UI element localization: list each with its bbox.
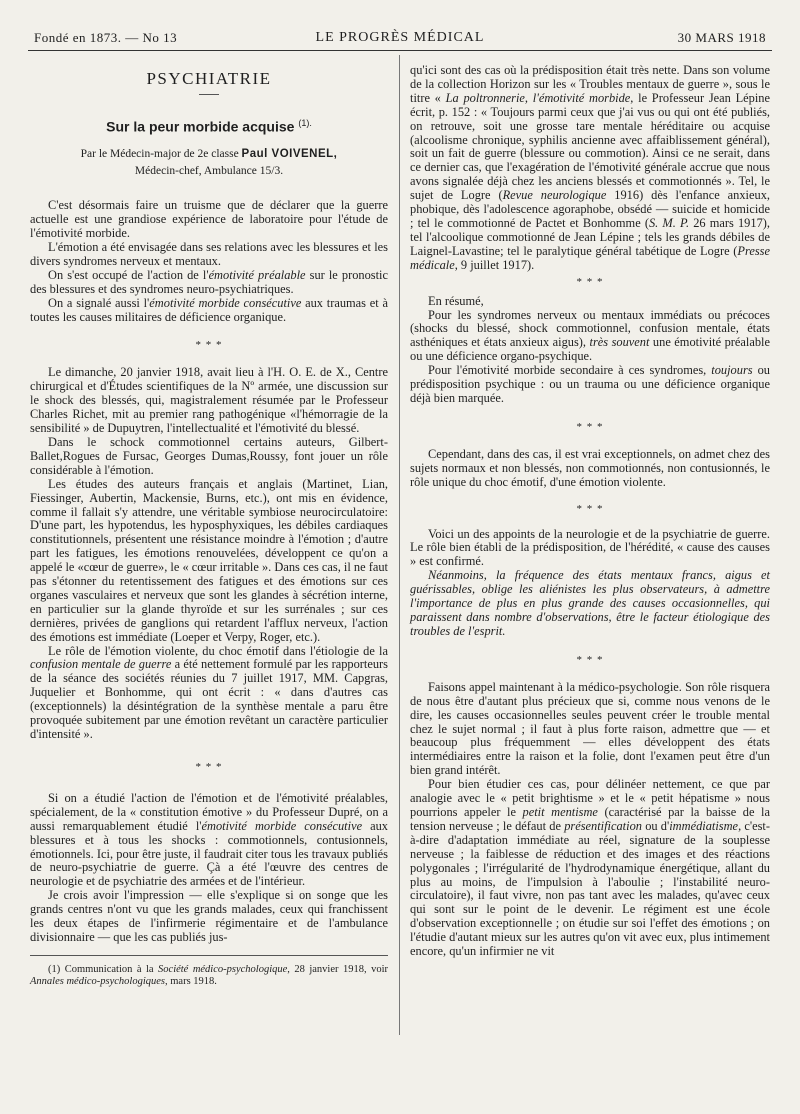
- asterism: * * *: [576, 653, 604, 666]
- article-title: [30, 117, 388, 135]
- paragraph: On a signalé aussi l'émotivité morbide consécutive aux traumas et à toutes les causes militaires de déficience organique.: [30, 295, 388, 324]
- paragraph: Si on a étudié l'action de l'émotion et de l'émotivité préalables, spécialement, de la « constitution émotive » du Professeur Dupré, on a aussi remarquablement étudié l'émotivité morbide consécutive aux blessures et à tous les shocks : commotionnels, contusionnels, émotionnels. Ici, pour être juste, il faudrait citer tous les travaux publiés de neuro-psychiatrie de guerre. Çà a été l'œuvre des centres de neurologie et de psychiatrie des armées et de l'intérieur.: [30, 790, 388, 889]
- asterism: * * *: [576, 275, 604, 288]
- section-title: PSYCHIATRIE: [146, 69, 272, 88]
- asterism: * * *: [576, 420, 604, 433]
- paragraph: En résumé,: [428, 293, 484, 308]
- byline-affiliation: Médecin-chef, Ambulance 15/3.: [134, 165, 284, 178]
- paragraph: Cependant, dans des cas, il est vrai exceptionnels, on admet chez des sujets normaux et non blessés, non commotionnés, non contusionnés, le rôle unique du choc émotif, d'une émotion violente.: [410, 446, 770, 489]
- byline-prefix: Par le Médecin-major de 2e classe: [80, 148, 239, 161]
- paragraph: Je crois avoir l'impression — elle s'explique si on songe que les grands centres n'ont vu que les grands malades, ceux qui franchissent les deux étapes de l'infirmerie régimentaire et de l'ambulance divisionnaire — que les cas publiés jus-: [30, 888, 388, 944]
- paragraph: Pour bien étudier ces cas, pour délinéer nettement, ce que par analogie avec le « petit brightisme » et le « petit hépatisme » nous pourrions appeler le petit mentisme (caractérisé par la baisse de la tension nerveuse ; le défaut de présentification ou d'immédiatisme, c'est-à-dire d'adaptation immédiate au réel, signature de la souplesse nerveuse ; la faiblesse de réduction et des images et des réactions polygonales ; l'irrégularité de l'hydrodynamique énergétique, allant du plus au moins, de l'impulsion à l'aboulie ; l'instabilité neuro-circulatoire), il faut vivre, non pas tant avec les malades, qu'avec ceux qui sont sur le point de le devenir. Le régiment est une école d'observation exceptionnelle ; on étudie sur soi l'effet des émotions ; on l'étudie d'autant mieux sur les autres qu'on vit avec eux, plus intimement encore, qu'un infirmier ne vit: [410, 777, 771, 959]
- author-name: Paul VOIVENEL,: [241, 148, 338, 161]
- article-title-text: Sur la peur morbide acquise: [106, 118, 295, 135]
- footnote: (1) Communication à la Société médico-psychologique, 28 janvier 1918, voir Annales médico-psychologiques, mars 1918.: [30, 963, 388, 987]
- paragraph: Dans le schock commotionnel certains auteurs, Gilbert-Ballet,Rogues de Fursac, Georges Dumas,Roussy, font jouer un rôle considérable à l'émotion.: [30, 434, 388, 477]
- paragraph: Néanmoins, la fréquence des états mentaux francs, aigus et guérissables, oblige les aliénistes les plus observateurs, à admettre l'importance de plus en plus grande des causes occasionnelles, qui paraissent dans nombre d'observations, être le facteur étiologique des troubles de l'esprit.: [410, 568, 770, 638]
- issue-date: 30 MARS 1918: [677, 30, 766, 45]
- asterism: * * *: [195, 760, 223, 773]
- paragraph: Le dimanche, 20 janvier 1918, avait lieu à l'H. O. E. de X., Centre chirurgical et d'Études scientifiques de la Nº armée, une discussion sur le shock des blessés, qui, magistralement résumée par le Professeur Charles Richet, mit au premier rang pathogénique «l'hémorragie de la sensibilité » de Dupuytren, l'intellectualité et l'émotivité du blessé.: [30, 365, 388, 436]
- column-divider: [399, 55, 400, 1035]
- paragraph: On s'est occupé de l'action de l'émotivité préalable sur le pronostic des blessures et des syndromes neuro-psychiatriques.: [30, 267, 388, 296]
- paragraph: Le rôle de l'émotion violente, du choc émotif dans l'étiologie de la confusion mentale de guerre a été nettement formulé par les rapporteurs de la séance des sociétés réunies du 7 juillet 1917, MM. Capgras, Juquelier et Bonhomme, qui ont écrit : « dans d'autres cas (exceptionnels) la désintégration de la synthèse mentale a paru être provoquée subitement par une émotion revêtant un caractère particulier d'intensité ».: [30, 643, 389, 741]
- journal-title: LE PROGRÈS MÉDICAL: [315, 30, 485, 45]
- asterism: * * *: [576, 502, 604, 515]
- right-column: [410, 64, 770, 959]
- byline: [30, 148, 388, 162]
- left-column: [30, 60, 388, 988]
- paragraph: qu'ici sont des cas où la prédisposition était très nette. Dans son volume de la collection Horizon sur les « Troubles mentaux de guerre », sous le titre « La poltronnerie, l'émotivité morbide, le Professeur Jean Lépine écrit, p. 152 : « Toujours parmi ceux que j'ai vus ou qui ont été publiés, on retrouve, soit une grosse tare mentale héréditaire ou acquise (alcoolisme chronique, syphilis ancienne avec affaiblissement général), soit un fait de guerre (blessure ou commotion). Ainsi ce ne serait, dans ce dernier cas, que l'exagération de l'émotivité générale accrue que nous avons signalée déjà chez les anciens blessés et commotionnés ». Tel, le sujet de Logre (Revue neurologique 1916) dès l'enfance anxieux, phobique, dès l'adolescence agoraphobe, obsédé — suicide et homicide ; tel le commotionné de Pactet et Bonhomme (S. M. P. 26 mars 1917), tel l'alcoolique commotionné de Jean Lépine ; tels les grands débiles de Laignel-Lavastine; tel le paralytique général tabétique de Logre (Presse médicale, 9 juillet 1917).: [410, 63, 770, 272]
- paragraph: L'émotion a été envisagée dans ses relations avec les blessures et les divers syndromes nerveux et mentaux.: [30, 240, 388, 268]
- footnote-ref: (1).: [298, 117, 312, 128]
- paragraph: Voici un des appoints de la neurologie et de la psychiatrie de guerre. Le rôle bien établi de la prédisposition, de l'hérédité, « cause des causes » est confirmé.: [410, 526, 770, 569]
- paragraph: Pour l'émotivité morbide secondaire à ces syndromes, toujours ou prédisposition psychique : ou un trauma ou une déficience organique déjà bien marquée.: [410, 363, 770, 405]
- asterism: * * *: [195, 339, 223, 352]
- section-rule: [199, 94, 219, 95]
- header-rule: [28, 50, 772, 51]
- founding-issue: Fondé en 1873. — No 13: [34, 30, 178, 45]
- paragraph: Faisons appel maintenant à la médico-psychologie. Son rôle risquera de nous être d'autant plus précieux que si, comme nous venons de le dire, les causes occasionnelles seules peuvent créer le trouble mental chez le sujet normal ; il faut à plus forte raison, admettre que — et beaucoup plus fréquemment — elles développent des états intermédiaires entre la raison et la folie, dont l'examen peut être d'un bien grand intérêt.: [410, 679, 770, 778]
- paragraph: C'est désormais faire un truisme que de déclarer que la guerre actuelle est une grandiose expérience de laboratoire pour l'étude de l'émotivité morbide.: [30, 198, 388, 241]
- paragraph: Les études des auteurs français et anglais (Martinet, Lian, Fiessinger, Aubertin, Mackensie, Burns, etc.), ont mis en évidence, comme il fallait s'y attendre, une véritable symbiose neurocirculatoire: D'une part, les hypotendus, les hyposphyxiques, les débiles cardiaques constitutionnels, présentent une résistance moindre à l'émotion ; d'autre part les fatigues, les émotions renouvelées, développent ce qu'on a appelé le «cœur de guerre», le « cœur irritable ». Dans ces cas, il ne faut pas s'étonner du retentissement des fatigues et des émotions sur ces organes vasculaires et nerveux que sont les glandes à sécrétion interne, en particulier sur la glande thyroïde et sur les surrénales ; sur ces dernières, privées de ganglions qui retardent l'afflux nerveux, l'action des émotions est immédiate (Loeper et Verpy, Roger, etc.).: [30, 476, 388, 644]
- paragraph: Pour les syndromes nerveux ou mentaux immédiats ou précoces (shocks du blessé, shock commotionnel, confusion mentale, états asthéniques et états anxieux aigus), très souvent une émotivité préalable ou une déficience organo-psychique.: [410, 307, 770, 364]
- running-head: [28, 30, 772, 48]
